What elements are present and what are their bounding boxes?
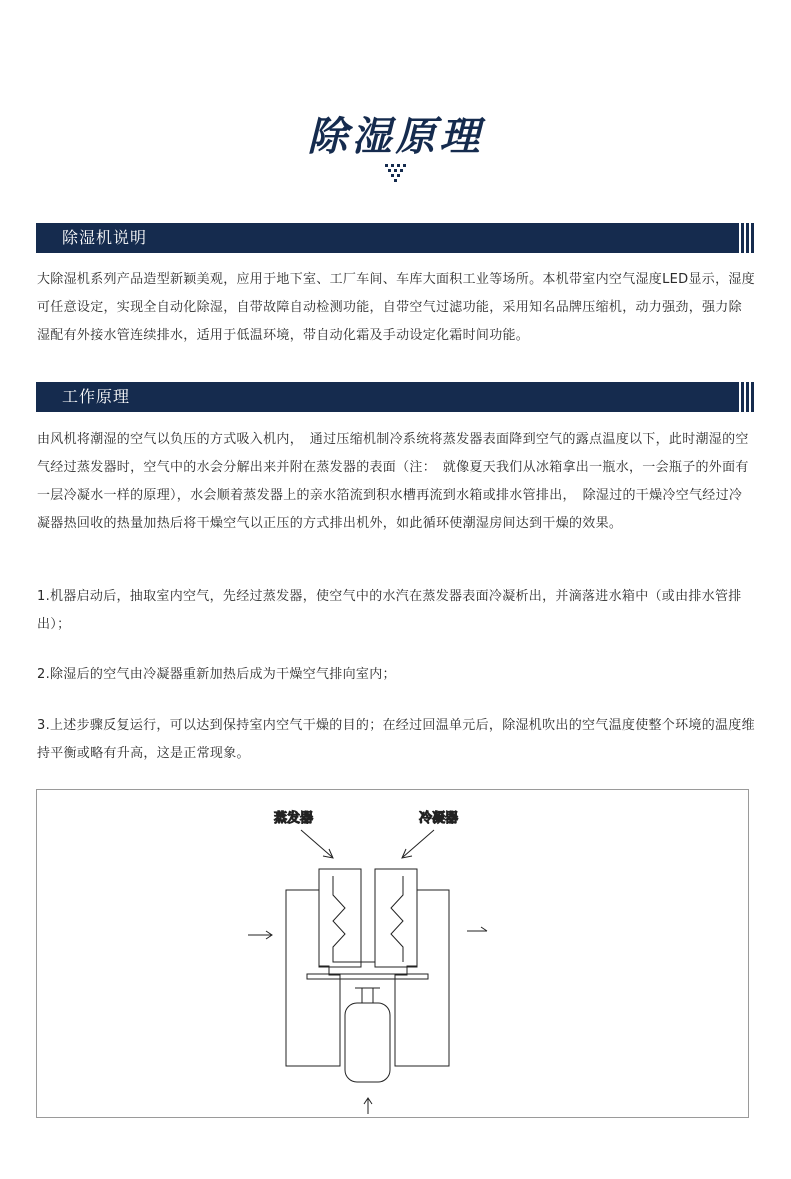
section-heading: 除湿机说明 xyxy=(62,228,148,247)
page-title: 除湿原理 xyxy=(307,114,484,160)
step-1-paragraph: 1.机器启动后，抽取室内空气，先经过蒸发器，使空气中的水汽在蒸发器表面冷凝析出，并滴落进水箱中（或由排水管排出）； xyxy=(37,589,742,632)
principle-paragraph: 由风机将潮湿的空气以负压的方式吸入机内， 通过压缩机制冷系统将蒸发器表面降到空气的露点温度以下，此时潮湿的空气经过蒸发器时，空气中的水会分解出来并附在蒸发器的表面（注： 就像夏天我们从冰箱拿出一瓶水，一会瓶子的外面有一层冷凝水一样的原理），水会顺着蒸发器上的亲水箔流到积水槽再流到水箱或排水管排出， 除湿过的干燥冷空气经过冷凝器热回收的热量加热后将干燥空气以正压的方式排出机外，如此循环使潮湿房间达到干燥的效果。 xyxy=(37,432,749,531)
stripe-decoration-icon xyxy=(738,223,752,253)
condenser-coil-icon xyxy=(391,876,403,962)
dehumidifier-diagram xyxy=(36,789,749,1118)
evaporator-label: 蒸发器 xyxy=(274,811,314,826)
description-paragraph: 大除湿机系列产品造型新颖美观，应用于地下室、工厂车间、车库大面积工业等场所。本机带室内空气湿度LED显示，湿度可任意设定，实现全自动化除湿，自带故障自动检测功能，自带空气过滤功能，采用知名品牌压缩机，动力强劲，强力除湿配有外接水管连续排水，适用于低温环境，带自动化霜及手动设定化霜时间功能。 xyxy=(37,272,755,343)
air-out-arrow-icon xyxy=(467,927,487,931)
air-in-arrow-icon xyxy=(248,931,272,939)
evaporator-box xyxy=(319,869,361,967)
housing-outline-right xyxy=(395,890,449,1066)
evaporator-coil-icon xyxy=(333,876,375,962)
air-intake-bottom-arrow-icon xyxy=(364,1098,372,1114)
evaporator-pointer-arrow xyxy=(301,830,333,858)
section-header-description xyxy=(36,223,754,253)
stripe-decoration-icon xyxy=(738,382,752,412)
chevron-down-icon xyxy=(383,162,407,184)
drip-tray xyxy=(307,974,428,979)
housing-outline xyxy=(286,890,340,1066)
condenser-box xyxy=(375,869,417,967)
step-2-paragraph: 2.除湿后的空气由冷凝器重新加热后成为干燥空气排向室内； xyxy=(37,667,396,682)
condenser-label: 冷凝器 xyxy=(419,811,459,826)
section-header-principle xyxy=(36,382,754,412)
compressor-body-icon xyxy=(345,1003,390,1082)
section-heading: 工作原理 xyxy=(62,387,131,406)
condenser-pointer-arrow xyxy=(402,830,434,858)
diagram-drawing xyxy=(37,790,750,1119)
step-3-paragraph: 3.上述步骤反复运行，可以达到保持室内空气干燥的目的；在经过回温单元后，除湿机吹出的空气温度使整个环境的温度维持平衡或略有升高，这是正常现象。 xyxy=(37,718,755,761)
